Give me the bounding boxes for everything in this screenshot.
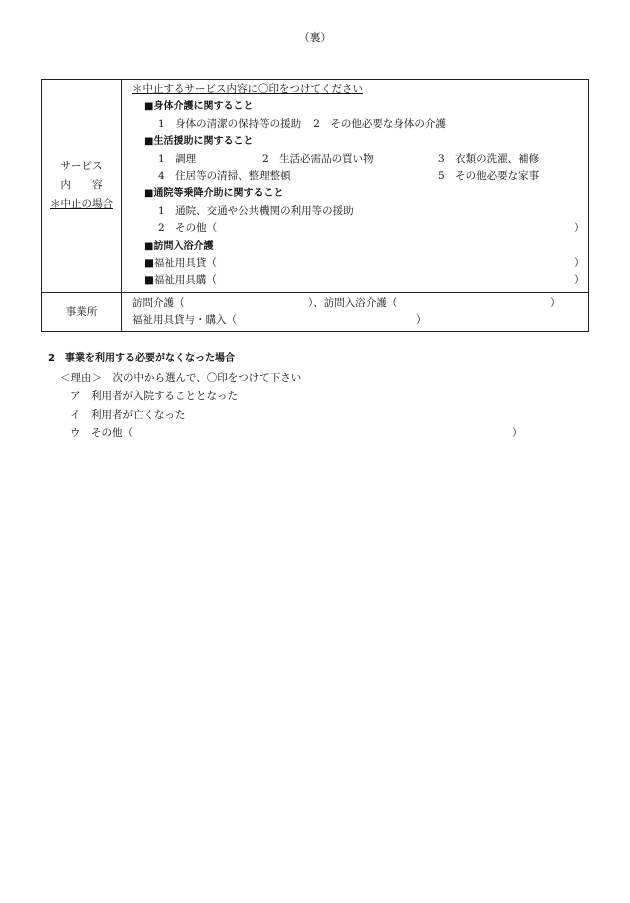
- life-support-row-2: [122, 168, 588, 185]
- office-row: [42, 292, 589, 332]
- welfare-purchase-item[interactable]: ■福祉用具購（: [144, 274, 217, 287]
- section-2-option-a[interactable]: ア 利用者が入院することとなった: [70, 390, 238, 402]
- life-support-item-1[interactable]: 1 調理: [158, 152, 197, 165]
- section-2-reason: ＜理由＞ 次の中から選んで、〇印をつけて下さい: [60, 371, 302, 384]
- office-line-1: [132, 295, 588, 312]
- page-heading: （裏）: [298, 31, 332, 44]
- transport-heading: ■通院等乗降介助に関すること: [144, 188, 284, 200]
- life-support-heading: ■生活援助に関すること: [144, 136, 254, 148]
- transport-item-2-row: [122, 220, 588, 237]
- body-care-item-1[interactable]: 1 身体の清潔の保持等の援助: [158, 117, 302, 130]
- body-care-heading: ■身体介護に関すること: [144, 101, 254, 113]
- welfare-purchase-row: [122, 272, 588, 289]
- life-support-item-3[interactable]: 3 衣類の洗濯、補修: [438, 152, 540, 165]
- office-bathing-label[interactable]: ）、訪問入浴介護（: [308, 296, 398, 309]
- office-label: 事業所: [42, 292, 122, 332]
- body-care-items: [122, 116, 588, 133]
- service-table: [41, 79, 589, 332]
- life-support-item-2[interactable]: 2 生活必需品の買い物: [262, 152, 374, 165]
- life-support-item-4[interactable]: 4 住居等の清掃、整理整頓: [158, 169, 291, 182]
- welfare-purchase-close-paren: ）: [574, 274, 585, 287]
- section-2: [48, 350, 588, 443]
- section-2-option-c-row: [48, 424, 588, 443]
- section-2-heading: 2 事業を利用する必要がなくなった場合: [48, 353, 235, 364]
- office-home-care-label[interactable]: 訪問介護（: [132, 296, 185, 309]
- office-welfare-label[interactable]: 福祉用具貸与・購入（: [132, 314, 237, 327]
- transport-other-close-paren: ）: [574, 222, 585, 235]
- life-support-row-1: [122, 151, 588, 168]
- section-2-option-c-close-paren: ）: [512, 427, 523, 439]
- office-bathing-close-paren: ）: [550, 296, 561, 309]
- service-content-label-cell: [42, 80, 122, 293]
- welfare-rental-close-paren: ）: [574, 256, 585, 269]
- service-content-row: [42, 80, 589, 293]
- transport-item-2[interactable]: 2 その他（: [158, 222, 218, 235]
- bathing-item[interactable]: ■訪問入浴介護: [144, 240, 214, 252]
- instruction-text: ＊中止するサービス内容に〇印をつけてください: [132, 83, 363, 95]
- office-welfare-close-paren: ）: [416, 314, 427, 327]
- service-label-line1: サービス: [60, 160, 103, 173]
- service-label-line2: 内 容: [60, 179, 103, 192]
- service-label-line3: ＊中止の場合: [50, 198, 113, 211]
- office-cell: [122, 292, 589, 332]
- welfare-rental-row: [122, 255, 588, 272]
- section-2-option-b[interactable]: イ 利用者が亡くなった: [70, 408, 186, 421]
- welfare-rental-item[interactable]: ■福祉用具貸（: [144, 256, 217, 269]
- body-care-item-2[interactable]: 2 その他必要な身体の介護: [313, 117, 446, 130]
- section-2-option-c[interactable]: ウ その他（: [70, 427, 133, 439]
- transport-item-1[interactable]: 1 通院、交通や公共機関の利用等の援助: [158, 204, 354, 217]
- service-content-cell: [122, 80, 589, 293]
- life-support-item-5[interactable]: 5 その他必要な家事: [438, 169, 540, 182]
- office-line-2: [132, 312, 588, 329]
